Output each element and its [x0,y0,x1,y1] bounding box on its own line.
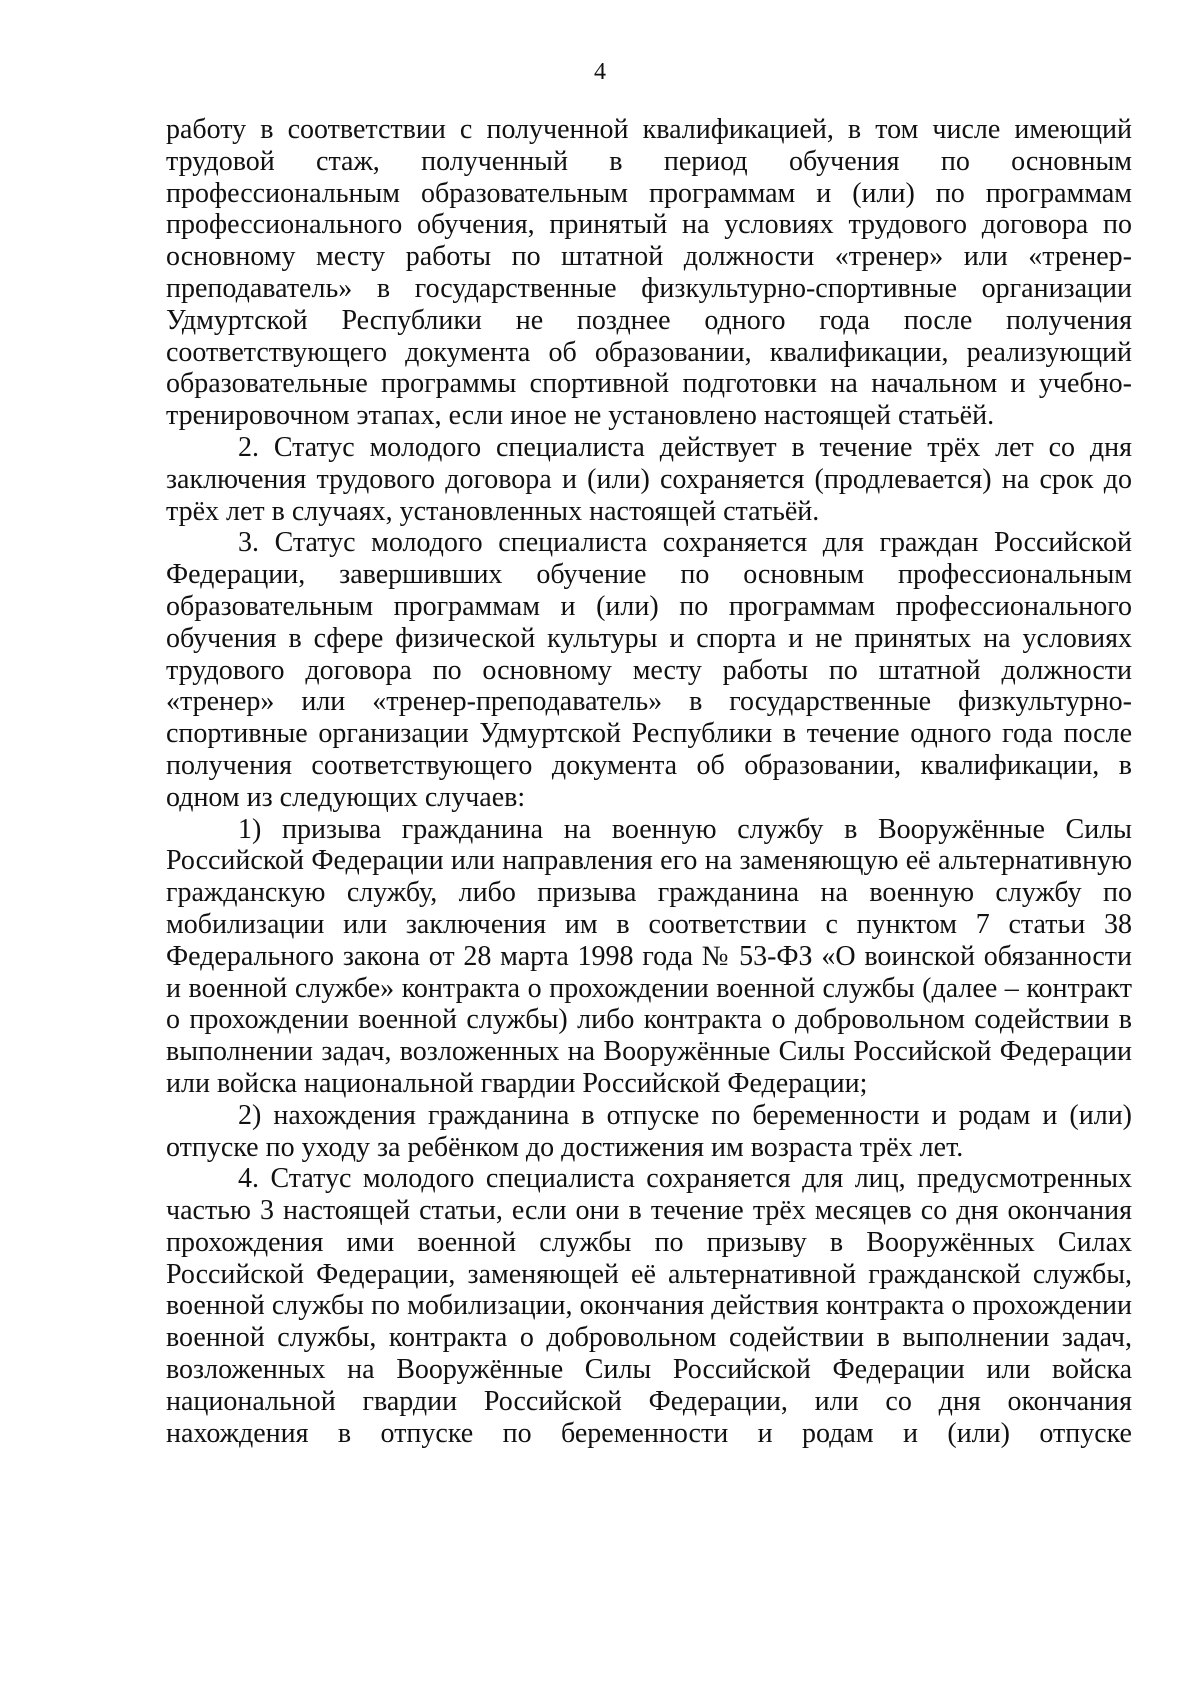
document-body [166,114,1132,1449]
paragraph-item-3: 3. Статус молодого специалиста сохраняется для граждан Российской Федерации, завершивших обучение по основным профессиональным образовательным программам и (или) по программам профессионального обучения в сфере физической культуры и спорта и не принятых на условиях трудового договора по основному месту работы по штатной должности «тренер» или «тренер-преподаватель» в государственные физкультурно-спортивные организации Удмуртской Республики в течение одного года после получения соответствующего документа об образовании, квалификации, в одном из следующих случаев: [166,527,1132,813]
paragraph-continuation: работу в соответствии с полученной квалификацией, в том числе имеющий трудовой стаж, полученный в период обучения по основным профессиональным образовательным программам и (или) по программам профессионального обучения, принятый на условиях трудового договора по основному месту работы по штатной должности «тренер» или «тренер-преподаватель» в государственные физкультурно-спортивные организации Удмуртской Республики не позднее одного года после получения соответствующего документа об образовании, квалификации, реализующий образовательные программы спортивной подготовки на начальном и учебно-тренировочном этапах, если иное не установлено настоящей статьёй. [166,114,1132,432]
paragraph-item-2: 2. Статус молодого специалиста действует в течение трёх лет со дня заключения трудового договора и (или) сохраняется (продлевается) на срок до трёх лет в случаях, установленных настоящей статьёй. [166,431,1132,527]
page-number: 4 [594,59,606,85]
paragraph-item-4: 4. Статус молодого специалиста сохраняется для лиц, предусмотренных частью 3 настоящей статьи, если они в течение трёх месяцев со дня окончания прохождения ими военной службы по призыву в Вооружённых Силах Российской Федерации, заменяющей её альтернативной гражданской службы, военной службы по мобилизации, окончания действия контракта о прохождении военной службы, контракта о добровольном содействии в выполнении задач, возложенных на Вооружённые Силы Российской Федерации или войска национальной гвардии Российской Федерации, или со дня окончания нахождения в отпуске по беременности и родам и (или) отпуске [166,1163,1132,1449]
paragraph-subitem-1: 1) призыва гражданина на военную службу в Вооружённые Силы Российской Федерации или направления его на заменяющую её альтернативную гражданскую службу, либо призыва гражданина на военную службу по мобилизации или заключения им в соответствии с пунктом 7 статьи 38 Федерального закона от 28 марта 1998 года № 53-ФЗ «О воинской обязанности и военной службе» контракта о прохождении военной службы (далее – контракт о прохождении военной службы) либо контракта о добровольном содействии в выполнении задач, возложенных на Вооружённые Силы Российской Федерации или войска национальной гвардии Российской Федерации; [166,813,1132,1099]
paragraph-subitem-2: 2) нахождения гражданина в отпуске по беременности и родам и (или) отпуске по уходу за ребёнком до достижения им возраста трёх лет. [166,1099,1132,1163]
